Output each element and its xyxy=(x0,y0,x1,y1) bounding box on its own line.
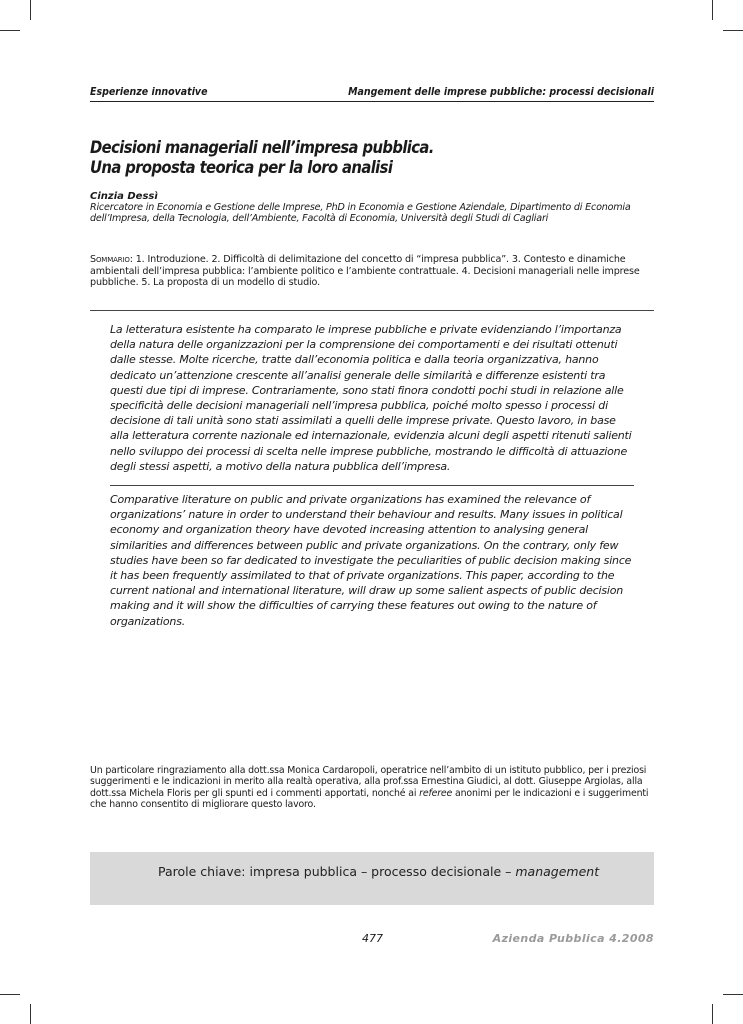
keywords: Parole chiave: impresa pubblica – processo decisionale – management xyxy=(158,864,600,879)
divider xyxy=(90,310,654,311)
table-of-contents xyxy=(90,254,654,289)
divider xyxy=(110,485,634,486)
author-name: Cinzia Dessì xyxy=(90,191,158,202)
abstract-italian: La letteratura esistente ha comparato le imprese pubbliche e private evidenziando l’importanza della natura delle organizzazioni per la comprensione dei comportamenti e dei risultati ottenuti dalle stesse. Molte ricerche, tratte dall’economia politica e dalla teoria organizzativa, hanno dedicato un’attenzione crescente all’analisi generale delle similarità e differenze esistenti tra questi due tipi di imprese. Contrariamente, sono stati finora condotti pochi studi in relazione alle specificità delle decisioni manageriali nell’impresa pubblica, poiché molto spesso i processi di decisione di tali unità sono stati assimilati a quelli delle imprese private. Questo lavoro, in base alla letteratura corrente nazionale ed internazionale, evidenzia alcuni degli aspetti ritenuti salienti nello sviluppo dei processi di scelta nelle imprese pubbliche, mostrando le difficoltà di attuazione degli stessi aspetti, a motivo della natura pubblica dell’impresa. xyxy=(110,323,632,473)
journal-name: Azienda Pubblica 4.2008 xyxy=(492,932,654,945)
running-title: Mangement delle imprese pubbliche: processi decisionali xyxy=(348,86,654,98)
abstract-english: Comparative literature on public and private organizations has examined the relevance of organizations’ nature in order to understand their behaviour and results. Many issues in political economy and organization theory have devoted increasing attention to analysing general similarities and differences between public and private organizations. On the contrary, only few studies have been so far dedicated to investigate the peculiarities of public decision making since it has been frequently assimilated to that of private organizations. This paper, according to the current national and international literature, will draw up some salient aspects of public decision making and it will show the difficulties of carrying these features out owing to the nature of organizations. xyxy=(110,493,632,628)
referee-term: referee xyxy=(419,787,453,799)
acknowledgement-note: Un particolare ringraziamento alla dott.ssa Monica Cardaropoli, operatrice nell’ambito di un istituto pubblico, per i preziosi suggerimenti e le indicazioni in merito alla realtà operativa, alla prof.ssa Ernestina Giudici, al dott. Giuseppe Argiolas, alla dott.ssa Michela Floris per gli spunti ed i commenti apportati, nonché ai referee anonimi per le indicazioni e i suggerimenti che hanno consentito di migliorare questo lavoro. xyxy=(90,765,649,810)
crop-mark xyxy=(723,994,743,995)
keyword-management: management xyxy=(515,864,600,879)
title-line-2: Una proposta teorica per la loro analisi xyxy=(90,158,393,178)
crop-mark xyxy=(712,1004,713,1024)
title-line-1: Decisioni manageriali nell’impresa pubblica. xyxy=(90,138,434,158)
sommario-label: Sommario xyxy=(90,254,130,265)
author-affiliation: Ricercatore in Economia e Gestione delle Imprese, PhD in Economia e Gestione Aziendale, Dipartimento di Economia dell’Impresa, della Tecnologia, dell’Ambiente, Facoltà di Economia, Università degli Studi di Cagliari xyxy=(90,202,631,225)
crop-mark xyxy=(0,994,20,995)
crop-mark xyxy=(723,30,743,31)
crop-mark xyxy=(30,1004,31,1024)
sommario-text: : 1. Introduzione. 2. Difficoltà di delimitazione del concetto di “impresa pubblica”. 3. Contesto e dinamiche ambientali dell’impresa pubblica: l’ambiente politico e l’ambiente contrattuale. 4. Decisioni manageriali nelle imprese pubbliche. 5. La proposta di un modello di studio. xyxy=(90,254,640,288)
page-number: 477 xyxy=(362,932,383,945)
crop-mark xyxy=(712,0,713,20)
crop-mark xyxy=(0,30,20,31)
crop-mark xyxy=(30,0,31,20)
article-title xyxy=(90,138,575,178)
keywords-box xyxy=(90,852,654,905)
header-rule xyxy=(90,101,654,102)
section-label: Esperienze innovative xyxy=(90,86,208,98)
